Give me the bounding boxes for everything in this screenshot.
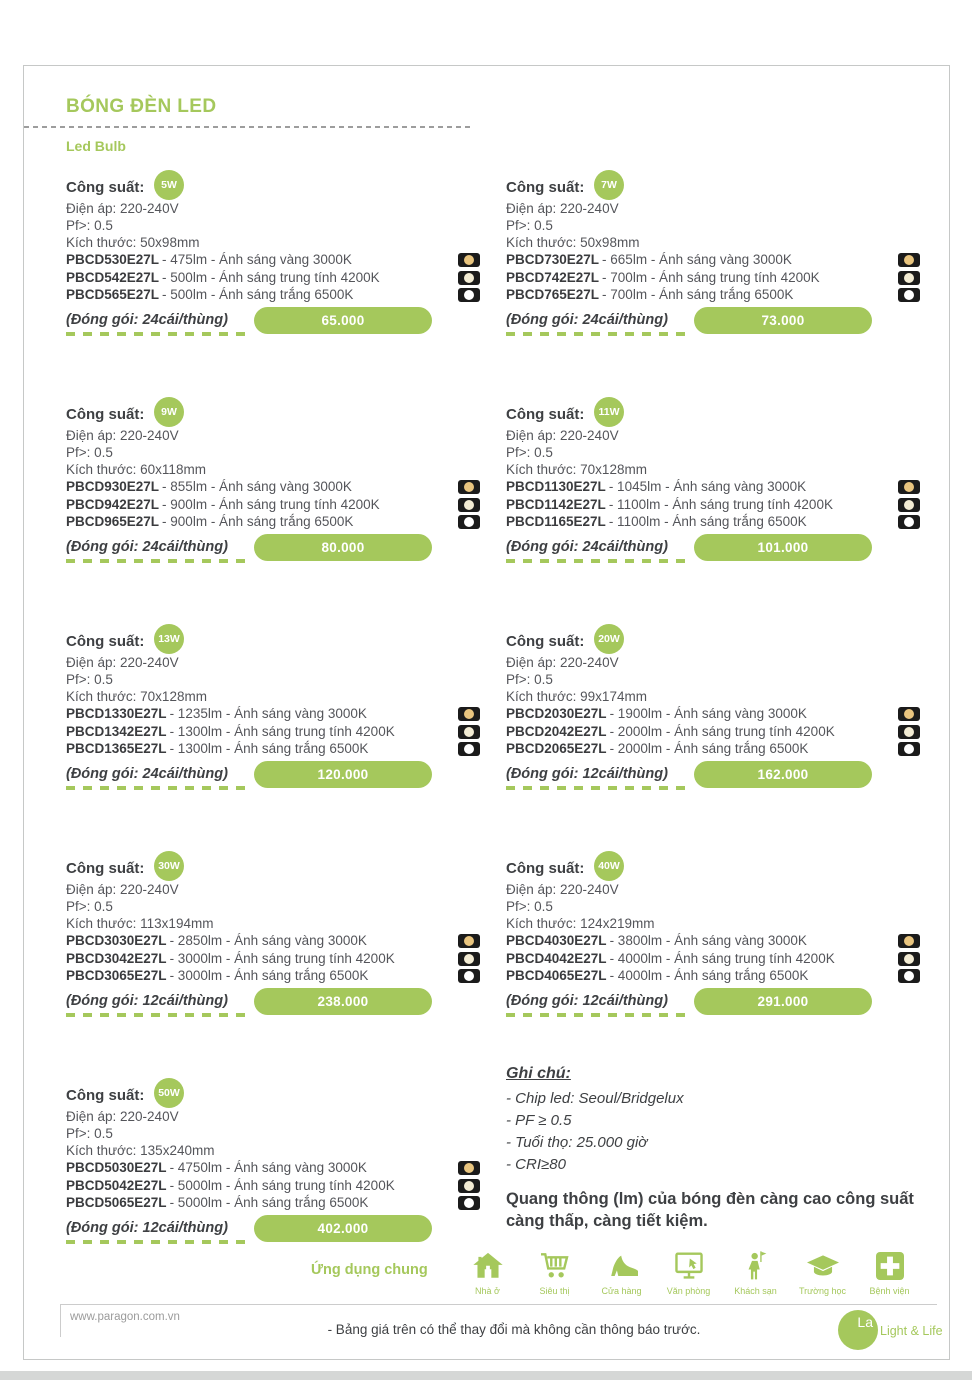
application-shop xyxy=(588,1250,655,1296)
variant-row xyxy=(66,723,484,741)
variant-row xyxy=(66,950,484,968)
product-header xyxy=(506,179,924,200)
product-code: PBCD3065E27L xyxy=(66,968,167,983)
voltage-text: Điện áp: 220-240V xyxy=(66,882,179,897)
variant-row xyxy=(506,251,924,269)
size-text: Kích thước: 113x194mm xyxy=(66,916,214,931)
application-label: Bệnh viện xyxy=(869,1286,910,1296)
product-header xyxy=(66,179,484,200)
product-code: PBCD4030E27L xyxy=(506,933,607,948)
variant-row xyxy=(506,740,924,758)
voltage-text: Điện áp: 220-240V xyxy=(506,882,619,897)
power-label: Công suất: xyxy=(506,179,585,196)
high-heel-icon xyxy=(602,1250,642,1282)
product-desc: - 900lm - Ánh sáng trung tính 4200K xyxy=(162,496,380,512)
variant-row xyxy=(66,740,484,758)
brand-logo-text: Light & Life xyxy=(880,1324,943,1338)
product-block-5w xyxy=(66,179,484,341)
title-dashed-divider xyxy=(24,126,471,128)
size-text: Kích thước: 70x128mm xyxy=(66,689,207,704)
size-text: Kích thước: 50x98mm xyxy=(506,235,640,250)
application-label: Nhà ở xyxy=(475,1286,500,1296)
dashed-divider xyxy=(66,1013,250,1017)
pf-text: Pf>: 0.5 xyxy=(66,899,113,914)
application-label: Cửa hàng xyxy=(601,1286,642,1296)
product-code: PBCD930E27L xyxy=(66,479,160,494)
power-badge: 9W xyxy=(154,397,184,427)
power-badge: 40W xyxy=(594,851,624,881)
size-text: Kích thước: 60x118mm xyxy=(66,462,206,477)
dashed-divider xyxy=(506,786,690,790)
note-item: - PF ≥ 0.5 xyxy=(506,1112,572,1129)
pf-text: Pf>: 0.5 xyxy=(506,899,553,914)
variant-row xyxy=(66,967,484,985)
voltage-text: Điện áp: 220-240V xyxy=(66,1109,179,1124)
notes-section xyxy=(506,1065,938,1232)
power-label: Công suất: xyxy=(506,406,585,423)
product-desc: - 1235lm - Ánh sáng vàng 3000K xyxy=(169,706,367,721)
neutral-light-icon xyxy=(458,952,480,966)
bellhop-icon xyxy=(743,1250,769,1282)
footer-disclaimer: - Bảng giá trên có thể thay đổi mà không cần thông báo trước. xyxy=(327,1322,701,1337)
application-school xyxy=(789,1250,856,1296)
product-desc: - 5000lm - Ánh sáng trung tính 4200K xyxy=(169,1177,395,1193)
product-header xyxy=(66,406,484,427)
dashed-divider xyxy=(506,1013,690,1017)
packing-text: (Đóng gói: 12cái/thùng) xyxy=(66,1219,228,1236)
variant-row xyxy=(66,1177,484,1195)
product-code: PBCD1142E27L xyxy=(506,496,606,512)
size-text: Kích thước: 124x219mm xyxy=(506,916,655,931)
cool-light-icon xyxy=(898,288,920,302)
brand-logo xyxy=(838,1310,946,1352)
variant-row xyxy=(66,269,484,287)
power-label: Công suất: xyxy=(506,860,585,877)
product-desc: - 1900lm - Ánh sáng vàng 3000K xyxy=(609,706,807,721)
price-badge: 402.000 xyxy=(254,1215,432,1242)
pf-text: Pf>: 0.5 xyxy=(506,672,553,687)
variant-row xyxy=(66,496,484,514)
application-label: Khách sạn xyxy=(734,1286,777,1296)
variant-row xyxy=(506,478,924,496)
dashed-divider xyxy=(66,1240,250,1244)
warm-light-icon xyxy=(458,480,480,494)
applications-row xyxy=(454,1250,923,1296)
product-block-13w xyxy=(66,633,484,795)
variant-row xyxy=(66,513,484,531)
product-code: PBCD5030E27L xyxy=(66,1160,167,1175)
product-header xyxy=(506,860,924,881)
cool-light-icon xyxy=(458,288,480,302)
product-code: PBCD3030E27L xyxy=(66,933,167,948)
dashed-divider xyxy=(66,332,250,336)
power-badge: 13W xyxy=(154,624,184,654)
warm-light-icon xyxy=(458,1161,480,1175)
product-block-11w xyxy=(506,406,924,568)
product-desc: - 500lm - Ánh sáng trắng 6500K xyxy=(162,287,354,302)
product-header xyxy=(506,406,924,427)
product-code: PBCD565E27L xyxy=(66,287,160,302)
product-desc: - 1045lm - Ánh sáng vàng 3000K xyxy=(608,479,807,494)
product-desc: - 700lm - Ánh sáng trắng 6500K xyxy=(602,287,794,302)
product-desc: - 1100lm - Ánh sáng trung tính 4200K xyxy=(608,496,833,512)
dashed-divider xyxy=(66,559,250,563)
price-badge: 65.000 xyxy=(254,307,432,334)
product-code: PBCD2065E27L xyxy=(506,741,607,756)
product-block-30w xyxy=(66,860,484,1022)
variant-row xyxy=(506,932,924,950)
product-code: PBCD4042E27L xyxy=(506,950,607,966)
neutral-light-icon xyxy=(458,498,480,512)
application-hotel xyxy=(722,1250,789,1296)
variant-row xyxy=(66,705,484,723)
medical-cross-icon xyxy=(874,1250,906,1282)
product-desc: - 500lm - Ánh sáng trung tính 4200K xyxy=(162,269,380,285)
product-desc: - 4750lm - Ánh sáng vàng 3000K xyxy=(169,1160,367,1175)
size-text: Kích thước: 70x128mm xyxy=(506,462,647,477)
application-hospital xyxy=(856,1250,923,1296)
product-desc: - 3000lm - Ánh sáng trung tính 4200K xyxy=(169,950,395,966)
product-header xyxy=(506,633,924,654)
product-header xyxy=(66,633,484,654)
packing-text: (Đóng gói: 12cái/thùng) xyxy=(66,992,228,1009)
application-label: Siêu thị xyxy=(539,1286,570,1296)
product-desc: - 4000lm - Ánh sáng trắng 6500K xyxy=(609,968,809,983)
power-badge: 50W xyxy=(154,1078,184,1108)
product-header xyxy=(66,860,484,881)
warm-light-icon xyxy=(898,253,920,267)
graduation-cap-icon xyxy=(804,1250,842,1282)
neutral-light-icon xyxy=(898,725,920,739)
variant-row xyxy=(506,950,924,968)
product-desc: - 3800lm - Ánh sáng vàng 3000K xyxy=(609,933,807,948)
power-badge: 5W xyxy=(154,170,184,200)
cool-light-icon xyxy=(458,1196,480,1210)
product-block-20w xyxy=(506,633,924,795)
product-desc: - 665lm - Ánh sáng vàng 3000K xyxy=(602,252,792,267)
price-badge: 162.000 xyxy=(694,761,872,788)
product-desc: - 700lm - Ánh sáng trung tính 4200K xyxy=(602,269,820,285)
notes-highlight: Quang thông (lm) của bóng đèn càng cao công suất càng thấp, càng tiết kiệm. xyxy=(506,1190,914,1230)
power-label: Công suất: xyxy=(66,1087,145,1104)
product-code: PBCD4065E27L xyxy=(506,968,607,983)
dashed-divider xyxy=(506,332,690,336)
neutral-light-icon xyxy=(898,952,920,966)
page-edge-band xyxy=(0,1371,972,1380)
neutral-light-icon xyxy=(458,1179,480,1193)
power-label: Công suất: xyxy=(66,633,145,650)
power-label: Công suất: xyxy=(66,179,145,196)
dashed-divider xyxy=(66,786,250,790)
packing-text: (Đóng gói: 24cái/thùng) xyxy=(66,538,228,555)
variant-row xyxy=(506,967,924,985)
product-desc: - 1300lm - Ánh sáng trung tính 4200K xyxy=(169,723,395,739)
product-desc: - 2000lm - Ánh sáng trung tính 4200K xyxy=(609,723,835,739)
pf-text: Pf>: 0.5 xyxy=(66,1126,113,1141)
voltage-text: Điện áp: 220-240V xyxy=(66,201,179,216)
size-text: Kích thước: 135x240mm xyxy=(66,1143,215,1158)
product-desc: - 2000lm - Ánh sáng trắng 6500K xyxy=(609,741,809,756)
price-badge: 101.000 xyxy=(694,534,872,561)
product-desc: - 3000lm - Ánh sáng trắng 6500K xyxy=(169,968,369,983)
variant-row xyxy=(506,286,924,304)
price-badge: 80.000 xyxy=(254,534,432,561)
cool-light-icon xyxy=(898,969,920,983)
variant-row xyxy=(66,932,484,950)
variant-row xyxy=(506,513,924,531)
neutral-light-icon xyxy=(898,498,920,512)
variant-row xyxy=(506,269,924,287)
product-code: PBCD1130E27L xyxy=(506,479,606,494)
product-code: PBCD1342E27L xyxy=(66,723,167,739)
packing-text: (Đóng gói: 24cái/thùng) xyxy=(506,311,668,328)
cool-light-icon xyxy=(898,515,920,529)
application-home xyxy=(454,1250,521,1296)
power-badge: 30W xyxy=(154,851,184,881)
packing-text: (Đóng gói: 24cái/thùng) xyxy=(66,311,228,328)
variant-row xyxy=(506,496,924,514)
packing-row xyxy=(66,992,484,1022)
variant-row xyxy=(66,286,484,304)
product-desc: - 2850lm - Ánh sáng vàng 3000K xyxy=(169,933,367,948)
product-desc: - 1300lm - Ánh sáng trắng 6500K xyxy=(169,741,369,756)
packing-text: (Đóng gói: 24cái/thùng) xyxy=(66,765,228,782)
notes-title: Ghi chú: xyxy=(506,1065,571,1082)
note-item: - CRI≥80 xyxy=(506,1156,566,1173)
power-badge: 11W xyxy=(594,397,624,427)
brand-logo-icon: La xyxy=(838,1310,878,1350)
product-block-50w xyxy=(66,1087,484,1249)
price-badge: 291.000 xyxy=(694,988,872,1015)
product-desc: - 5000lm - Ánh sáng trắng 6500K xyxy=(169,1195,369,1210)
packing-row xyxy=(66,765,484,795)
variant-row xyxy=(506,723,924,741)
neutral-light-icon xyxy=(898,271,920,285)
packing-row xyxy=(66,1219,484,1249)
voltage-text: Điện áp: 220-240V xyxy=(66,655,179,670)
neutral-light-icon xyxy=(458,271,480,285)
pf-text: Pf>: 0.5 xyxy=(66,672,113,687)
pf-text: Pf>: 0.5 xyxy=(506,445,553,460)
shopping-cart-icon xyxy=(538,1250,572,1282)
product-block-40w xyxy=(506,860,924,1022)
voltage-text: Điện áp: 220-240V xyxy=(506,655,619,670)
application-label: Văn phòng xyxy=(666,1286,711,1296)
product-desc: - 855lm - Ánh sáng vàng 3000K xyxy=(162,479,352,494)
product-code: PBCD5065E27L xyxy=(66,1195,167,1210)
power-label: Công suất: xyxy=(506,633,585,650)
product-code: PBCD2030E27L xyxy=(506,706,607,721)
product-code: PBCD742E27L xyxy=(506,269,600,285)
voltage-text: Điện áp: 220-240V xyxy=(506,428,619,443)
pf-text: Pf>: 0.5 xyxy=(506,218,553,233)
product-block-7w xyxy=(506,179,924,341)
product-code: PBCD3042E27L xyxy=(66,950,167,966)
application-label: Trường học xyxy=(798,1286,847,1296)
product-code: PBCD542E27L xyxy=(66,269,160,285)
warm-light-icon xyxy=(898,934,920,948)
size-text: Kích thước: 99x174mm xyxy=(506,689,647,704)
page-title: BÓNG ĐÈN LED xyxy=(66,96,217,117)
product-block-9w xyxy=(66,406,484,568)
packing-text: (Đóng gói: 12cái/thùng) xyxy=(506,765,668,782)
packing-row xyxy=(66,311,484,341)
variant-row xyxy=(66,1194,484,1212)
variant-row xyxy=(506,705,924,723)
warm-light-icon xyxy=(898,707,920,721)
product-code: PBCD5042E27L xyxy=(66,1177,167,1193)
warm-light-icon xyxy=(898,480,920,494)
cool-light-icon xyxy=(458,969,480,983)
power-label: Công suất: xyxy=(66,406,145,423)
variant-row xyxy=(66,1159,484,1177)
packing-text: (Đóng gói: 12cái/thùng) xyxy=(506,992,668,1009)
product-code: PBCD1165E27L xyxy=(506,514,606,529)
note-item: - Chip led: Seoul/Bridgelux xyxy=(506,1090,684,1107)
product-desc: - 475lm - Ánh sáng vàng 3000K xyxy=(162,252,352,267)
size-text: Kích thước: 50x98mm xyxy=(66,235,200,250)
dashed-divider xyxy=(506,559,690,563)
packing-text: (Đóng gói: 24cái/thùng) xyxy=(506,538,668,555)
monitor-icon xyxy=(672,1250,706,1282)
packing-row xyxy=(506,765,924,795)
variant-row xyxy=(66,478,484,496)
application-office xyxy=(655,1250,722,1296)
voltage-text: Điện áp: 220-240V xyxy=(506,201,619,216)
power-label: Công suất: xyxy=(66,860,145,877)
product-code: PBCD530E27L xyxy=(66,252,160,267)
voltage-text: Điện áp: 220-240V xyxy=(66,428,179,443)
cool-light-icon xyxy=(458,515,480,529)
packing-row xyxy=(66,538,484,568)
note-item: - Tuổi thọ: 25.000 giờ xyxy=(506,1134,648,1151)
product-desc: - 4000lm - Ánh sáng trung tính 4200K xyxy=(609,950,835,966)
product-desc: - 900lm - Ánh sáng trắng 6500K xyxy=(162,514,354,529)
packing-row xyxy=(506,992,924,1022)
packing-row xyxy=(506,311,924,341)
price-badge: 120.000 xyxy=(254,761,432,788)
product-desc: - 1100lm - Ánh sáng trắng 6500K xyxy=(608,514,807,529)
product-code: PBCD965E27L xyxy=(66,514,160,529)
page-subtitle: Led Bulb xyxy=(66,138,126,154)
variant-row xyxy=(66,251,484,269)
applications-title: Ứng dụng chung xyxy=(311,1262,428,1278)
warm-light-icon xyxy=(458,253,480,267)
application-supermarket xyxy=(521,1250,588,1296)
product-code: PBCD765E27L xyxy=(506,287,600,302)
website-url: www.paragon.com.vn xyxy=(60,1304,275,1337)
neutral-light-icon xyxy=(458,725,480,739)
product-code: PBCD1365E27L xyxy=(66,741,167,756)
house-icon xyxy=(470,1250,506,1282)
warm-light-icon xyxy=(458,934,480,948)
catalog-page xyxy=(23,65,950,1360)
product-code: PBCD942E27L xyxy=(66,496,160,512)
power-badge: 7W xyxy=(594,170,624,200)
product-header xyxy=(66,1087,484,1108)
pf-text: Pf>: 0.5 xyxy=(66,218,113,233)
price-badge: 238.000 xyxy=(254,988,432,1015)
product-code: PBCD1330E27L xyxy=(66,706,167,721)
packing-row xyxy=(506,538,924,568)
cool-light-icon xyxy=(458,742,480,756)
pf-text: Pf>: 0.5 xyxy=(66,445,113,460)
product-code: PBCD2042E27L xyxy=(506,723,607,739)
price-badge: 73.000 xyxy=(694,307,872,334)
power-badge: 20W xyxy=(594,624,624,654)
cool-light-icon xyxy=(898,742,920,756)
warm-light-icon xyxy=(458,707,480,721)
product-code: PBCD730E27L xyxy=(506,252,600,267)
